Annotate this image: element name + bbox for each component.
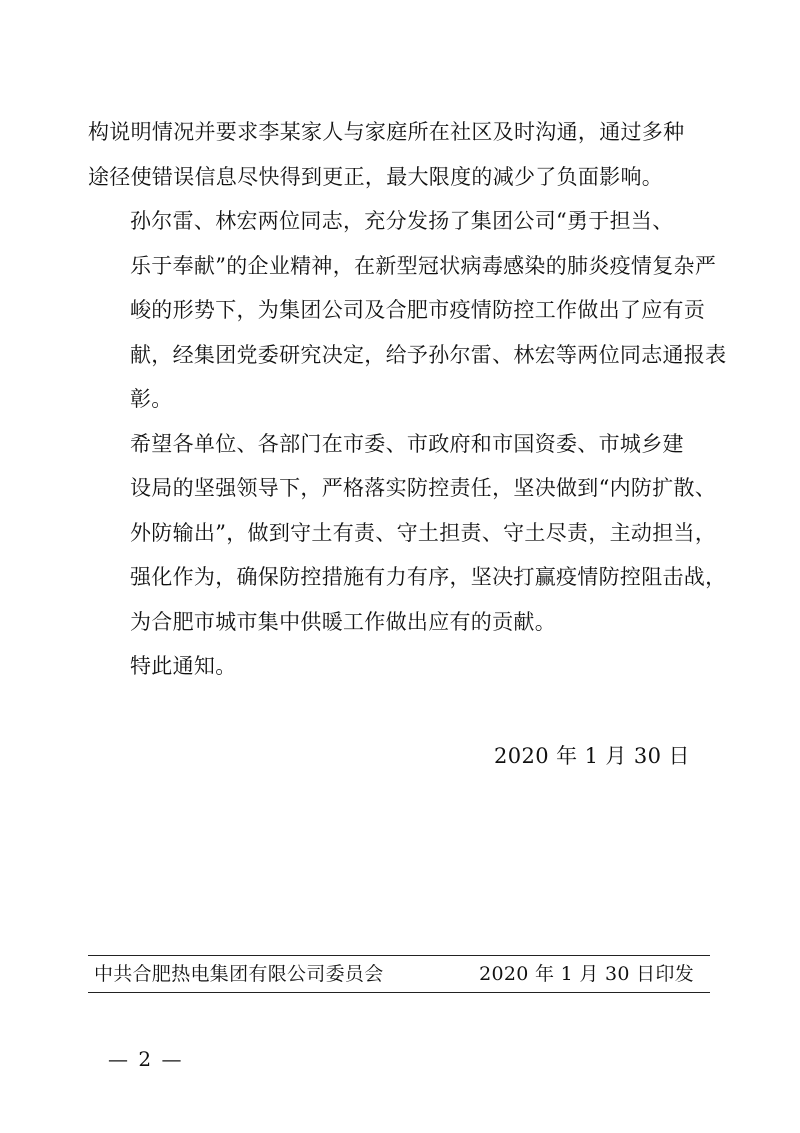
footer-issuer: 中共合肥热电集团有限公司委员会 — [94, 963, 384, 985]
footer-bottom-rule — [88, 992, 710, 993]
issuance-footer — [88, 955, 710, 993]
footer-print-date: 2020 年 1 月 30 日印发 — [479, 963, 694, 985]
paragraph-closing: 特此通知。 — [130, 654, 237, 678]
footer-top-rule — [88, 955, 710, 956]
paragraph-commendation: 孙尔雷、林宏两位同志，充分发扬了集团公司“勇于担当、 乐于奉献”的企业精神，在新型冠状病毒感染的肺炎疫情复杂严 峻的形势下，为集团公司及合肥市疫情防控工作做出了应有贡 献，经集团党委研究决定，给予孙尔雷、林宏等两位同志通报表 彰。 — [130, 209, 727, 411]
paragraph-continuation: 构说明情况并要求李某家人与家庭所在社区及时沟通，通过多种 途径使错误信息尽快得到更正，最大限度的减少了负面影响。 — [88, 120, 685, 189]
page-number: — 2 — — [108, 1047, 184, 1071]
document-body — [88, 110, 728, 689]
signature-date: 2020 年 1 月 30 日 — [494, 744, 690, 768]
paragraph-expectation: 希望各单位、各部门在市委、市政府和市国资委、市城乡建 设局的坚强领导下，严格落实防控责任，坚决做到“内防扩散、 外防输出”，做到守土有责、守土担责、守土尽责，主动担当， 强化作为，确保防控措施有力有序，坚决打赢疫情防控阻击战， 为合肥市城市集中供暖工作做出应有的贡献。 — [130, 431, 727, 634]
